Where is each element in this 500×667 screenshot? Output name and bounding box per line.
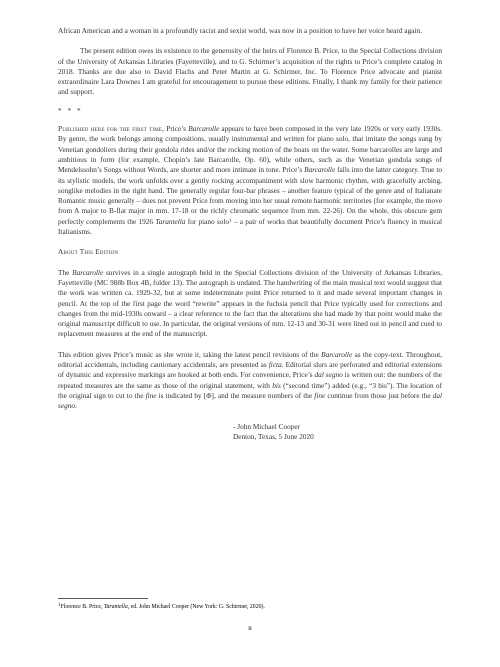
work-title: Barcarolle [72,267,104,277]
text-run: is indicated by [ [158,390,207,400]
small-caps-lead: Published here for the first time, [58,124,165,134]
footnote-number: 1 [58,603,61,608]
work-title: Barcarolle [304,165,336,175]
term: bis [272,380,281,390]
text-run: for piano solo [187,216,230,226]
text-run: (“second time”) added (e.g., “3 bis”). The location of the original sign to cut to the [58,380,442,400]
section-heading: About This Edition [58,247,119,257]
text-run: is written out: the numbers of the repeated measures are the same as those of the original statement, with [58,370,442,390]
section-separator: * * * [58,105,83,115]
footnote [58,603,442,611]
term: fine [314,390,326,400]
text-run: . [75,401,77,411]
paragraph-intro-tail: African American and a woman in a profoundly racist and sexist world, was now in a position to have her voice heard again. [58,26,422,35]
signature-place-date: Denton, Texas, 5 June 2020 [233,431,314,441]
text-run: . Editorial slurs are perforated and editorial extensions of dynamic and expressive markings are hooked at both ends. For convenience, Price’s [58,360,443,380]
paragraph-editorial-method [58,350,442,412]
text-run: ], and the measure numbers of the [211,390,313,400]
footnote-divider [58,598,148,599]
term: fine [145,390,157,400]
term: dal segno [314,370,343,380]
segno-sign-icon: Φ [206,390,212,400]
text-run: as the copy-text. Throughout, editorial accidentals, including cautionary accidentals, are presented as [58,349,442,370]
page-number: ii [248,625,252,632]
text-run: Florence B. Price, [60,604,103,610]
paragraph-source [58,268,442,340]
paragraph-barcarolle-history [58,124,442,237]
term: ficta [268,360,282,370]
text-run: This edition gives Price’s music as she wrote it, taking the latest pencil revisions of the [58,349,319,359]
text-run: falls into the latter category. True to its stylistic models, the work unfolds over a gently rocking accompaniment with slow harmonic rhythm, with gracefully arching, songlike melodies in the right hand. The generally regular four-bar phrases – another feature typical of the genre and of Italianate Romantic music generally – does not prevent Price from moving into her usual remote harmonic territories (for example, the move from A major to B-flat major in mm. 17-18 or the richly chromatic sequence from mm. 22-26). On the whole, this obscure gem perfectly complements the 1926 [58,165,443,226]
work-title: Tarantella [103,604,128,610]
footnote-reference: 1 [229,218,232,224]
work-title: Tarantella [155,216,186,226]
paragraph-acknowledgments: The present edition owes its existence to the generosity of the heirs of Florence B. Price, to the Special Collections division of the University of Arkansas Libraries (Fayetteville), and to G. Schirmer’s acquisition of the rights to Price’s complete catalog in 2018. Thanks are due also to David Flachs and Peter Martin at G. Schirmer, Inc. To Florence Price advocate and pianist extraordinaire Lara Downes I am grateful for encouragement to pursue these editions. Finally, I thank my family for their patience and support. [58,46,442,97]
text-run: , ed. John Michael Cooper (New York: G. Schirmer, 2020). [127,604,265,610]
work-title: Barcarolle [188,124,220,134]
text-run: The [58,267,70,277]
work-title: Barcarolle [321,349,353,359]
text-run: appears to have been composed in the very late 1920s or very early 1930s. By genre, the work belongs among compositions, usually instrumental and written for piano solo, that imitate the songs sung by Venetian gondoliers during their gondola rides and/or the rocking motion of the boats on the water. Some barcarolles are large and ambitious in form (for example, Chopin’s late Barcarolle, Op. 60), while others, such as the Venetian gondola songs of Mendelssohn’s Songs without Words, are shorter and more intimate in tone. Price’s [58,124,443,175]
text-run: continue from those just before the [327,390,431,400]
text-run: Price’s [166,124,187,134]
text-run: survives in a single autograph held in the Special Collections division of the University of Arkansas Libraries, Fayetteville (MC 988b Box 4B, folder 13). The autograph is undated. The handwriting of the main musical text would suggest that the work was written ca. 1929-32, but at some indeterminate point Price returned to it and made several important changes in pencil. At the top of the first page the word “rewrite” appears in the fuchsia pencil that Price typically used for corrections and changes from the mid-1930s onward – a clear reference to the fact that the alterations she had made by that point would make the original manuscript difficult to use. In particular, the original versions of mm. 12-13 and 30-31 were lined out in pencil and cued to replacement measures at the end of the manuscript. [58,267,443,339]
text-run: – a pair of works that beautifully document Price’s fluency in musical Italianisms. [58,216,443,237]
term: dal segno [58,390,442,411]
signature-name: - John Michael Cooper [233,421,301,431]
